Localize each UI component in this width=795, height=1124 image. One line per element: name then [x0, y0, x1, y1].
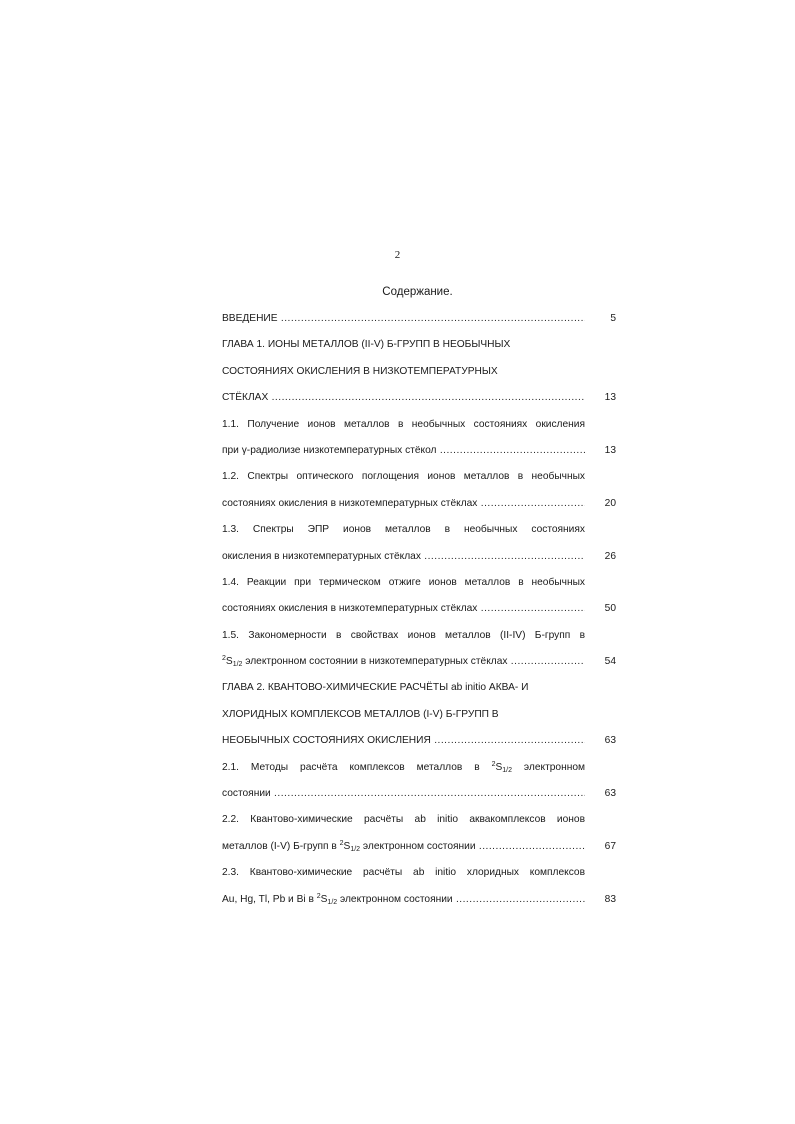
- toc-page-number: 54: [604, 656, 616, 668]
- toc-line-text: [222, 887, 585, 913]
- text-run: S: [343, 840, 351, 852]
- toc-line: [222, 464, 616, 490]
- toc-line: [222, 781, 616, 807]
- text-run: электронном состоянии в низкотемпературных стёклах: [242, 656, 508, 668]
- toc-entry: [222, 860, 616, 913]
- toc-entry: [222, 570, 616, 623]
- text-run: металлов (I-V) Б-групп в: [222, 840, 340, 852]
- superscript: 2: [339, 839, 344, 847]
- toc-line: [222, 728, 616, 754]
- toc-line-text: 1.1. Получение ионов металлов в необычных состояниях окисления: [222, 418, 585, 430]
- toc-line-text: состоянии .....: [222, 781, 585, 807]
- toc-line-text: НЕОБЫЧНЫХ СОСТОЯНИЯХ ОКИСЛЕНИЯ .....: [222, 728, 585, 754]
- toc-line-text: ГЛАВА 1. ИОНЫ МЕТАЛЛОВ (II-V) Б-ГРУПП В НЕОБЫЧНЫХ: [222, 339, 511, 351]
- toc-line-text: ВВЕДЕНИЕ .....: [222, 306, 585, 332]
- superscript: 2: [316, 892, 321, 900]
- toc-line-text: [222, 755, 585, 781]
- toc-page-number: 63: [604, 735, 616, 747]
- toc-line-text: 2.2. Квантово-химические расчёты ab initio аквакомплексов ионов: [222, 814, 585, 826]
- text-run: электронном состоянии: [337, 893, 453, 905]
- subscript: 1/2: [232, 661, 243, 669]
- table-of-contents: [222, 306, 616, 913]
- text-run: электронном состоянии: [360, 840, 476, 852]
- toc-line-text: СОСТОЯНИЯХ ОКИСЛЕНИЯ В НИЗКОТЕМПЕРАТУРНЫХ: [222, 365, 498, 377]
- toc-title: Содержание.: [382, 286, 453, 298]
- toc-line: [222, 332, 616, 358]
- toc-line: [222, 438, 616, 464]
- toc-line-text: СТЁКЛАХ .....: [222, 385, 585, 411]
- toc-line: [222, 675, 616, 701]
- toc-line: [222, 385, 616, 411]
- toc-page-number: 67: [604, 840, 616, 852]
- toc-line: [222, 755, 616, 781]
- toc-page-number: 26: [604, 550, 616, 562]
- toc-entry: [222, 623, 616, 676]
- toc-line: [222, 834, 616, 860]
- toc-entry: [222, 807, 616, 860]
- toc-page-number: 50: [604, 603, 616, 615]
- page-number: 2: [394, 249, 401, 261]
- toc-line-text: ГЛАВА 2. КВАНТОВО-ХИМИЧЕСКИЕ РАСЧЁТЫ ab initio АКВА- И: [222, 682, 529, 694]
- toc-line-text: состояниях окисления в низкотемпературных стёклах .....: [222, 491, 585, 517]
- toc-entry: [222, 675, 616, 754]
- toc-entry: [222, 464, 616, 517]
- subscript: 1/2: [327, 898, 338, 906]
- toc-line-text: при γ-радиолизе низкотемпературных стёкол .....: [222, 438, 585, 464]
- toc-page-number: 13: [604, 392, 616, 404]
- superscript: 2: [491, 760, 496, 768]
- toc-entry: [222, 755, 616, 808]
- toc-line: [222, 412, 616, 438]
- toc-line: [222, 887, 616, 913]
- toc-line-text: [222, 649, 585, 675]
- toc-line: [222, 544, 616, 570]
- text-run: S: [225, 656, 233, 668]
- toc-entry: [222, 332, 616, 411]
- toc-line: [222, 807, 616, 833]
- toc-entry: [222, 517, 616, 570]
- toc-line: [222, 570, 616, 596]
- text-run: электронном: [512, 761, 585, 773]
- subscript: 1/2: [502, 766, 512, 774]
- toc-line-text: 1.5. Закономерности в свойствах ионов металлов (II-IV) Б-групп в: [222, 629, 585, 641]
- toc-line-text: состояниях окисления в низкотемпературных стёклах .....: [222, 596, 585, 622]
- subscript: 1/2: [350, 845, 361, 853]
- toc-page-number: 13: [604, 444, 616, 456]
- text-run: S: [495, 761, 503, 773]
- toc-line-text: 1.3. Спектры ЭПР ионов металлов в необычных состояниях: [222, 524, 585, 536]
- toc-line: [222, 491, 616, 517]
- toc-line-text: 2.3. Квантово-химические расчёты ab initio хлоридных комплексов: [222, 867, 585, 879]
- toc-page-number: 5: [610, 313, 616, 324]
- toc-line: [222, 649, 616, 675]
- toc-line-text: 1.4. Реакции при термическом отжиге ионов металлов в необычных: [222, 576, 585, 588]
- toc-line: [222, 623, 616, 649]
- text-run: 2.1. Методы расчёта комплексов металлов в: [222, 761, 492, 773]
- toc-line-text: ХЛОРИДНЫХ КОМПЛЕКСОВ МЕТАЛЛОВ (I-V) Б-ГРУПП В: [222, 708, 499, 720]
- toc-page-number: 63: [604, 788, 616, 800]
- toc-line-text: 1.2. Спектры оптического поглощения ионов металлов в необычных: [222, 471, 585, 483]
- text-run: S: [320, 893, 328, 905]
- toc-line: [222, 306, 616, 332]
- toc-line: [222, 359, 616, 385]
- toc-line: [222, 596, 616, 622]
- toc-line-text: [222, 834, 585, 860]
- toc-page-number: 20: [604, 497, 616, 509]
- toc-entry: [222, 412, 616, 465]
- toc-page-number: 83: [604, 893, 616, 905]
- toc-line: [222, 702, 616, 728]
- superscript: 2: [222, 655, 226, 663]
- toc-entry: [222, 306, 616, 332]
- toc-line: [222, 860, 616, 886]
- toc-line: [222, 517, 616, 543]
- toc-line-text: окисления в низкотемпературных стёклах .....: [222, 544, 585, 570]
- text-run: Au, Hg, Tl, Pb и Bi в: [222, 893, 317, 905]
